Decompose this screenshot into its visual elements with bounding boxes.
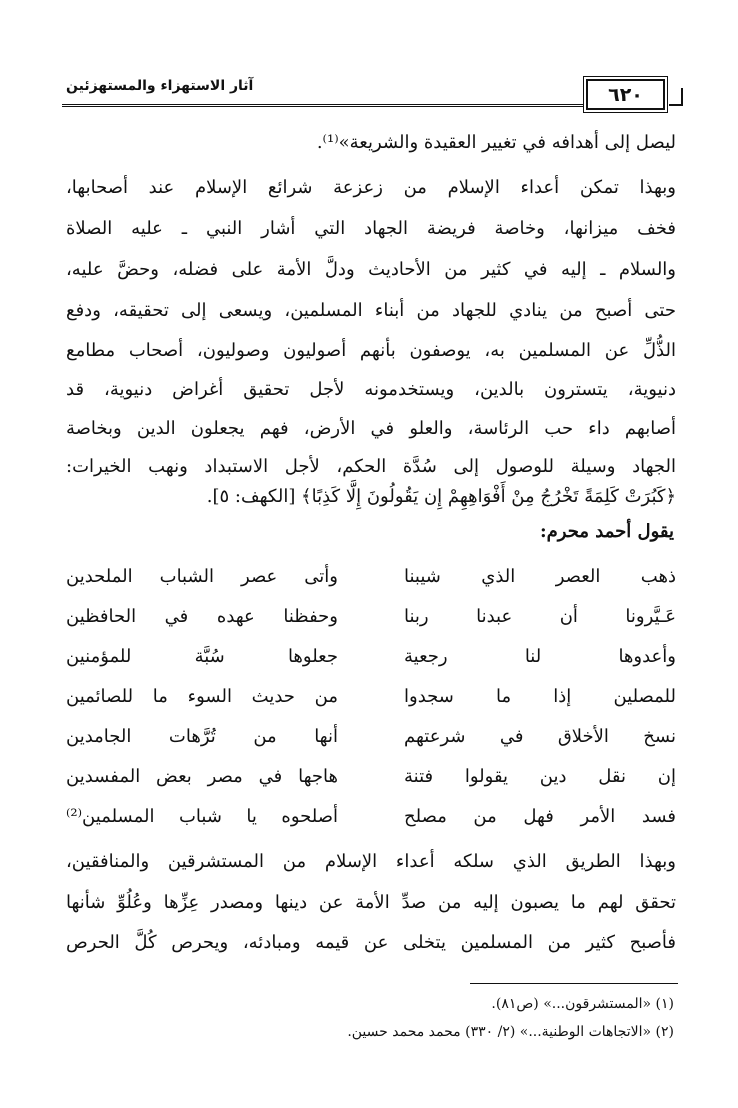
text-line: فخف ميزانها، وخاصة فريضة الجهاد التي أشار النبي ـ عليه الصلاة bbox=[66, 218, 676, 239]
verse-second-hemistich: من حديث السوء ما للصائمين bbox=[66, 686, 338, 707]
page-number: ٦٢٠ bbox=[586, 79, 665, 110]
header-ornament-vertical bbox=[681, 88, 683, 106]
text-line: وبهذا الطريق الذي سلكه أعداء الإسلام من المستشرقين والمنافقين، bbox=[66, 851, 676, 872]
verse-first-hemistich: عَـيَّرونا أن عبدنا ربنا bbox=[404, 606, 676, 627]
verse-second-hemistich: وحفظنا عهده في الحافظين bbox=[66, 606, 338, 627]
footnote: (١) «المستشرقون...» (ص٨١). bbox=[491, 996, 674, 1012]
poem-verse bbox=[66, 560, 676, 598]
text-line: دنيوية، يتسترون بالدين، ويستخدمونه لأجل تحقيق أغراض دنيوية، قد bbox=[66, 379, 676, 400]
text-line: الجهاد وسيلة للوصول إلى سُدَّة الحكم، لأجل الاستبداد ونهب الخيرات: bbox=[66, 456, 676, 477]
poem-verse bbox=[66, 640, 676, 678]
quran-verse-line: ﴿كَبُرَتْ كَلِمَةً تَخْرُجُ مِنْ أَفْوَاهِهِمْ إِن يَقُولُونَ إِلَّا كَذِبًا﴾ [الكهف: ٥]. bbox=[206, 486, 676, 507]
verse-first-hemistich: ذهب العصر الذي شيبنا bbox=[404, 566, 676, 587]
poem-intro: يقول أحمد محرم: bbox=[540, 521, 674, 542]
verse-second-hemistich: جعلوها سُبَّة للمؤمنين bbox=[66, 646, 338, 667]
poem-verse bbox=[66, 760, 676, 798]
poem-verse bbox=[66, 680, 676, 718]
running-title: آثار الاستهزاء والمستهزئين bbox=[66, 78, 254, 94]
poem-verse bbox=[66, 800, 676, 838]
header-ornament bbox=[669, 104, 681, 106]
header-rule bbox=[62, 104, 583, 107]
verse-second-hemistich: أصلحوه يا شباب المسلمين⁽²⁾ bbox=[66, 806, 338, 827]
poem-verse bbox=[66, 720, 676, 758]
text-line: والسلام ـ إليه في كثير من الأحاديث ودلَّ الأمة على فضله، وحضَّ عليه، bbox=[66, 259, 676, 280]
text-line: ليصل إلى أهدافه في تغيير العقيدة والشريعة»⁽¹⁾. bbox=[316, 132, 676, 153]
text-line: تحقق لهم ما يصبون إليه من صدِّ الأمة عن دينها ومصدر عِزِّها وعُلُوِّ شأنها bbox=[66, 892, 676, 913]
footnote-rule bbox=[470, 983, 678, 984]
verse-first-hemistich: للمصلين إذا ما سجدوا bbox=[404, 686, 676, 707]
text-line: حتى أصبح من ينادي للجهاد من أبناء المسلمين، ويسعى إلى تحقيقه، ودفع bbox=[66, 300, 676, 321]
text-line: الذُّلِّ عن المسلمين به، يوصفون بأنهم أصوليون وصوليون، أصحاب مطامع bbox=[66, 340, 676, 361]
verse-first-hemistich: إن نقل دين يقولوا فتنة bbox=[404, 766, 676, 787]
text-line: أصابهم داء حب الرئاسة، والعلو في الأرض، فهم يجعلون الدين وبخاصة bbox=[66, 418, 676, 439]
verse-second-hemistich: أنها من تُرَّهات الجامدين bbox=[66, 726, 338, 747]
text-line: فأصبح كثير من المسلمين يتخلى عن قيمه ومبادئه، ويحرص كُلَّ الحرص bbox=[66, 932, 676, 953]
footnote: (٢) «الاتجاهات الوطنية...» (٢/ ٣٣٠) محمد محمد حسين. bbox=[347, 1024, 674, 1040]
verse-second-hemistich: هاجها في مصر بعض المفسدين bbox=[66, 766, 338, 787]
verse-first-hemistich: نسخ الأخلاق في شرعتهم bbox=[404, 726, 676, 747]
verse-second-hemistich: وأتى عصر الشباب الملحدين bbox=[66, 566, 338, 587]
text-line: وبهذا تمكن أعداء الإسلام من زعزعة شرائع الإسلام عند أصحابها، bbox=[66, 177, 676, 198]
verse-first-hemistich: فسد الأمر فهل من مصلح bbox=[404, 806, 676, 827]
verse-first-hemistich: وأعدوها لنا رجعية bbox=[404, 646, 676, 667]
poem-verse bbox=[66, 600, 676, 638]
